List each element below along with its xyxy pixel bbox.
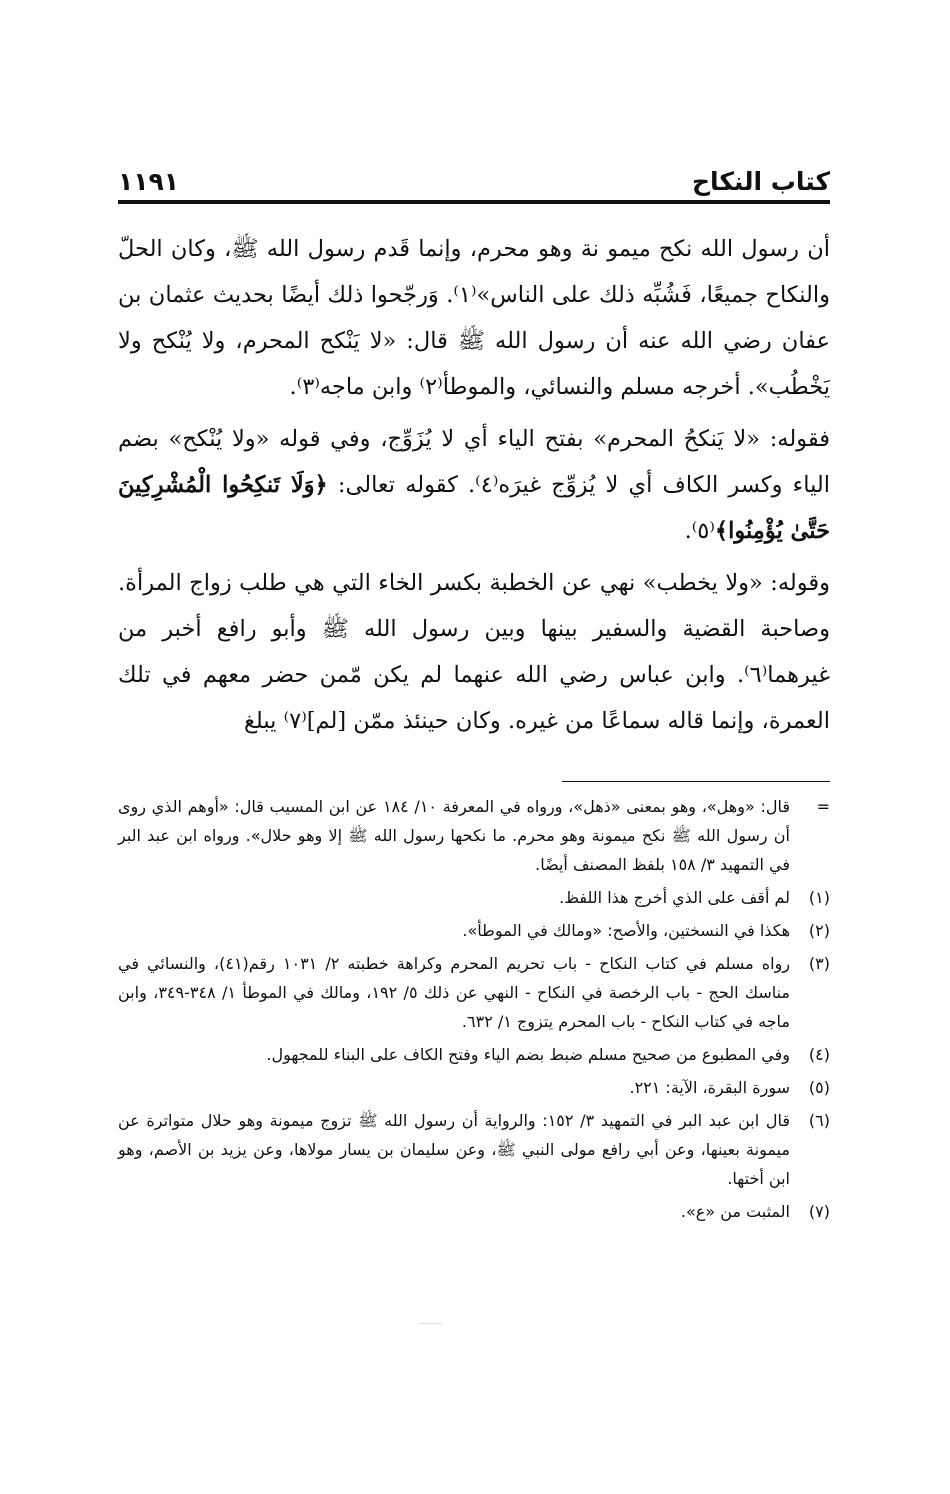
footnote-mark: (٦) — [808, 1111, 830, 1130]
footnote-3 — [118, 949, 830, 1036]
page-crease-mark — [420, 1323, 442, 1324]
paragraph-2 — [118, 416, 830, 554]
page-number: ١١٩١ — [118, 167, 180, 196]
header-rule — [118, 200, 830, 204]
footnote-mark: (٧) — [808, 1202, 830, 1221]
footnote-separator — [562, 781, 830, 782]
footnote-text: لم أقف على الذي أخرج هذا اللفظ. — [559, 888, 790, 907]
paragraph-2-end: ⁽٥⁾. — [684, 518, 715, 544]
footnote-mark: (١) — [808, 888, 830, 907]
footnote-mark: (٢) — [808, 921, 830, 940]
footnote-text: سورة البقرة، الآية: ٢٢١. — [629, 1078, 790, 1097]
paragraph-3: وقوله: «ولا يخطب» نهي عن الخطبة بكسر الخاء التي هي طلب زواج المرأة. وصاحبة القضية والسفير بينها وبين رسول الله ﷺ وأبو رافع أخبر من غيرهما⁽٦⁾. وابن عباس رضي الله عنهما لم يكن مّمن حضر معهم في تلك العمرة، وإنما قاله سماعًا من غيره. وكان حينئذ ممّن [لم]⁽٧⁾ يبلغ — [118, 570, 830, 734]
quran-verse: ﴿وَلَا تَنكِحُوا الْمُشْرِكِينَ حَتَّىٰ يُؤْمِنُوا﴾ — [118, 472, 830, 544]
footnote-mark: (٤) — [808, 1045, 830, 1064]
footnote-text: قال: «وهل»، وهو بمعنى «ذهل»، ورواه في المعرفة ١٠/ ١٨٤ عن ابن المسيب قال: «أوهم الذي روى أن رسول الله ﷺ نكح ميمونة وهو محرم. ما نكحها رسول الله ﷺ إلا وهو حلال». ورواه ابن عبد البر في التمهيد ٣/ ١٥٨ بلفظ المصنف أيضًا. — [118, 797, 790, 874]
footnote-continuation — [118, 792, 830, 879]
paragraph-2-intro: فقوله: «لا يَنكحُ المحرم» بفتح الياء أي لا يُزَوِّج، وفي قوله «ولا يُنْكح» بضم الياء وكسر الكاف أي لا يُزوِّج غيرَه⁽٤⁾. كقوله تعالى: — [118, 426, 831, 498]
running-header — [118, 150, 830, 196]
footnote-4 — [118, 1040, 830, 1069]
paragraph-1: أن رسول الله نكح ميمو نة وهو محرم، وإنما قَدم رسول الله ﷺ، وكان الحلّ والنكاح جميعًا، فَشُبِّه ذلك على الناس»⁽١⁾. وَرجّحوا ذلك أيضًا بحديث عثمان بن عفان رضي الله عنه أن رسول الله ﷺ قال: «لا يَنْكح المحرم، ولا يُنْكح ولا يَخْطُب». أخرجه مسلم والنسائي، والموطأ⁽٢⁾ وابن ماجه⁽٣⁾. — [118, 236, 830, 400]
footnote-text: المثبت من «ع». — [680, 1202, 790, 1221]
footnote-mark: (٣) — [808, 954, 830, 973]
footnote-text: هكذا في النسختين، والأصح: «ومالك في الموطأ». — [462, 921, 790, 940]
footnote-7 — [118, 1197, 830, 1226]
footnote-text: وفي المطبوع من صحيح مسلم ضبط بضم الياء وفتح الكاف على البناء للمجهول. — [266, 1045, 790, 1064]
footnote-2 — [118, 916, 830, 945]
main-text — [118, 226, 830, 752]
footnote-text: رواه مسلم في كتاب النكاح - باب تحريم المحرم وكراهة خطبته ٢/ ١٠٣١ رقم(٤١)، والنسائي في مناسك الحج - باب الرخصة في النكاح - النهي عن ذلك ٥/ ١٩٢، ومالك في الموطأ ١/ ٣٤٨-٣٤٩، وابن ماجه في كتاب النكاح - باب المحرم يتزوج ١/ ٦٣٢. — [118, 954, 791, 1031]
chapter-title: كتاب النكاح — [691, 167, 830, 196]
footnote-mark: = — [816, 797, 830, 816]
footnote-1 — [118, 883, 830, 912]
footnote-text: قال ابن عبد البر في التمهيد ٣/ ١٥٢: والرواية أن رسول الله ﷺ تزوج ميمونة وهو حلال متواترة عن ميمونة بعينها، وعن أبي رافع مولى النبي ﷺ، وعن سليمان بن يسار مولاها، وعن يزيد بن الأصم، وهو ابن أختها. — [118, 1111, 790, 1188]
footnotes — [118, 792, 830, 1230]
footnote-mark: (٥) — [808, 1078, 830, 1097]
footnote-5 — [118, 1073, 830, 1102]
footnote-6 — [118, 1106, 830, 1193]
